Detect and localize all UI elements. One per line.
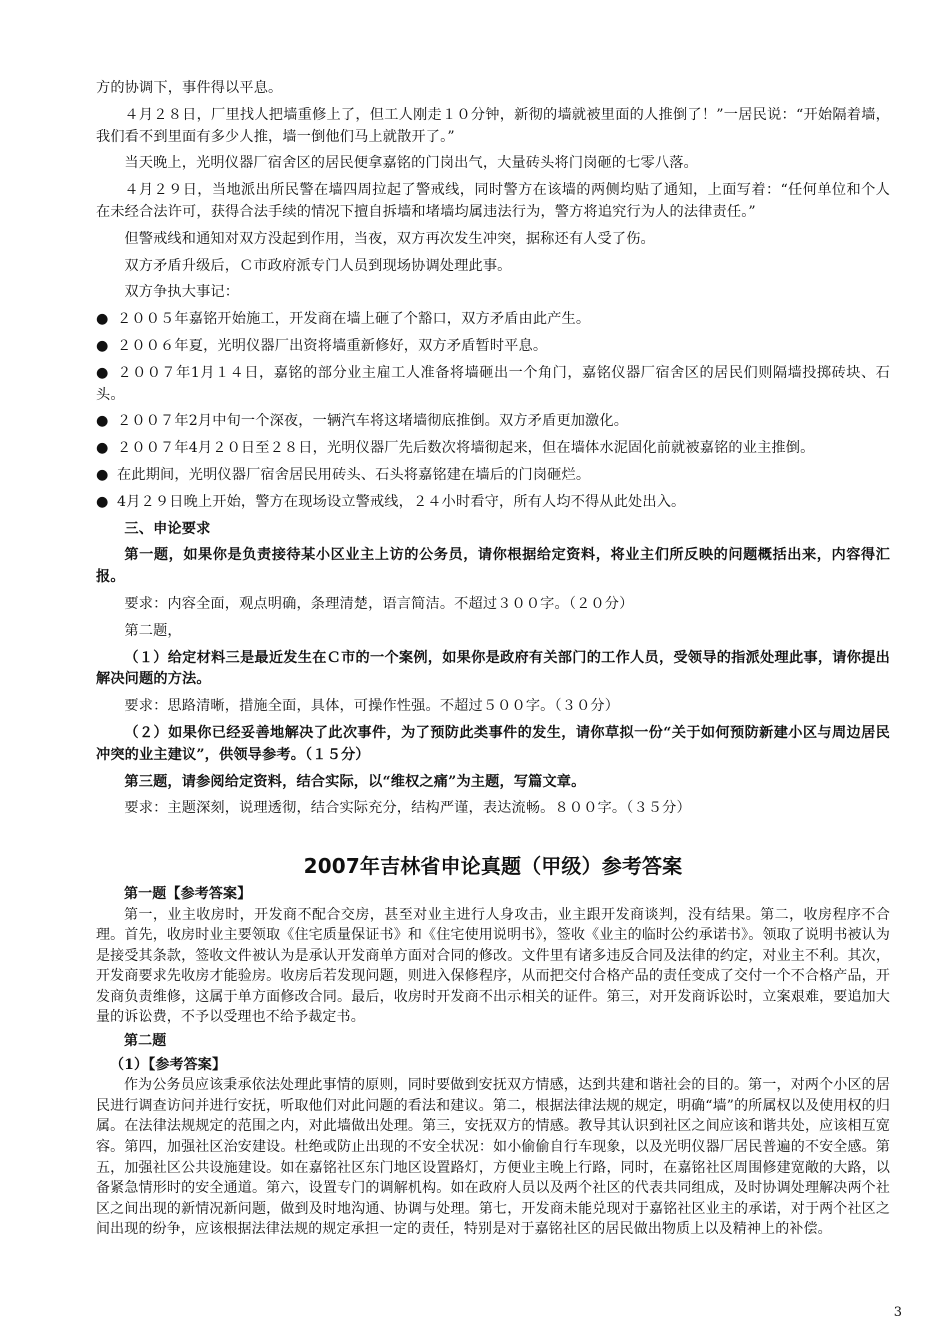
- event-bullet: ● ２００６年夏，光明仪器厂出资将墙重新修好，双方矛盾暂时平息。: [96, 336, 890, 358]
- question-1-requirement: 要求：内容全面，观点明确，条理清楚，语言简洁。不超过３００字。（２０分）: [124, 595, 634, 612]
- paragraph: 双方争执大事记：: [124, 284, 240, 301]
- paragraph: 当天晚上，光明仪器厂宿舍区的居民便拿嘉铭的门岗出气，大量砖头将门岗砸的七零八落。: [124, 155, 698, 172]
- paragraph: ４月２９日，当地派出所民警在墙四周拉起了警戒线，同时警方在该墙的两侧均贴了通知，上面写着：“任何单位和个人在未经合法许可，获得合法手续的情况下擅自拆墙和堵墙均属违法行为，警方将追究行为人的法律责任。”: [96, 182, 890, 220]
- answer-1-heading: 第一题【参考答案】: [124, 885, 252, 902]
- paragraph: 但警戒线和通知对双方没起到作用，当夜，双方再次发生冲突，据称还有人受了伤。: [124, 230, 655, 247]
- document-page: [96, 78, 890, 1240]
- page-number: 3: [893, 1305, 902, 1320]
- question-3: 第三题，请参阅给定资料，结合实际，以“维权之痛”为主题，写篇文章。: [124, 773, 586, 790]
- answer-1-text: 第一，业主收房时，开发商不配合交房，甚至对业主进行人身攻击，业主跟开发商谈判，没有结果。第二，收房程序不合理。首先，收房时业主要领取《住宅质量保证书》和《住宅使用说明书》，签收《业主的临时公约承诺书》。领取了说明书被认为是接受其条款，签收文件被认为是承认开发商单方面对合同的修改。文件里有诸多违反合同及法律的约定，对业主不利。其次，开发商要求先收房才能验房。收房后若发现问题，则进入保修程序，从而把交付合格产品的责任变成了交付一个不合格产品，开发商负责维修，这属于单方面修改合同。最后，收房时开发商不出示相关的证件。第三，对开发商诉讼时，立案艰难，要追加大量的诉讼费，不予以受理也不给予裁定书。: [96, 906, 890, 1026]
- answers-section: [96, 884, 890, 1240]
- event-bullet: ● ２００７年2月中旬一个深夜，一辆汽车将这堵墙彻底推倒。双方矛盾更加激化。: [96, 411, 890, 433]
- question-1: 第一题，如果你是负责接待某小区业主上访的公务员，请你根据给定资料，将业主们所反映的问题概括出来，内容得汇报。: [96, 547, 890, 586]
- answers-title: 2007年吉林省申论真题（甲级）参考答案: [303, 854, 683, 879]
- continuation-line: 方的协调下，事件得以平息。: [96, 80, 283, 96]
- question-2-part-2: （２）如果你已经妥善地解决了此次事件，为了预防此类事件的发生，请你草拟一份“关于如何预防新建小区与周边居民冲突的业主建议”，供领导参考。（１５分）: [96, 724, 890, 763]
- question-2: 第二题，: [124, 622, 182, 639]
- event-bullet: ● 4月２９日晚上开始，警方在现场设立警戒线，２４小时看守，所有人均不得从此处出入。: [96, 492, 890, 514]
- question-2-part-1: （１）给定材料三是最近发生在Ｃ市的一个案例，如果你是政府有关部门的工作人员，受领导的指派处理此事，请你提出解决问题的方法。: [96, 649, 890, 688]
- requirements-heading: 三、申论要求: [124, 520, 211, 537]
- paragraph: 双方矛盾升级后，Ｃ市政府派专门人员到现场协调处理此事。: [124, 257, 512, 274]
- event-bullet: ● ２００５年嘉铭开始施工，开发商在墙上砸了个豁口，双方矛盾由此产生。: [96, 309, 890, 331]
- answer-2-heading: 第二题: [124, 1033, 167, 1050]
- event-bullet: ● ２００７年1月１４日，嘉铭的部分业主雇工人准备将墙砸出一个角门，嘉铭仪器厂宿舍区的居民们则隔墙投掷砖块、石头。: [96, 363, 890, 407]
- paragraph: ４月２８日，厂里找人把墙重修上了，但工人刚走１０分钟，新彻的墙就被里面的人推倒了！”一居民说：“开始隔着墙，我们看不到里面有多少人推，墙一倒他们马上就散开了。”: [96, 106, 890, 145]
- question-2-part-1-requirement: 要求：思路清晰，措施全面，具体，可操作性强。不超过５００字。（３０分）: [124, 698, 620, 715]
- answer-2-1-text: 作为公务员应该秉承依法处理此事情的原则，同时要做到安抚双方情感，达到共建和谐社会的目的。第一，对两个小区的居民进行调查访问并进行安抚，听取他们对此问题的看法和建议。第二，根据法律法规的规定，明确“墙”的所属权以及使用权的归属。在法律法规规定的范围之内，对此墙做出处理。第三，安抚双方的情感。教导其认识到社区之间应该和谐共处，应该相互宽容。第四，加强社区治安建设。杜绝或防止出现的不安全状况：如小偷偷自行车现象，以及光明仪器厂居民普遍的不安全感。第五，加强社区公共设施建设。如在嘉铭社区东门地区设置路灯，方便业主晚上行路，同时，在嘉铭社区周围修建宽敞的大路，以备紧急情形时的安全通道。第六，设置专门的调解机构。如在政府人员以及两个社区的代表共同组成，及时协调处理解决两个社区之间出现的新情况新问题，做到及时地沟通、协调与处理。第七，开发商未能兑现对于嘉铭社区业主的承诺，对于两个社区之间出现的纷争，应该根据法律法规的规定承担一定的责任，特别是对于嘉铭社区的居民做出物质上以及精神上的补偿。: [96, 1077, 890, 1238]
- answer-2-1-heading: （1）【参考答案】: [110, 1056, 227, 1073]
- event-bullet: ● 在此期间，光明仪器厂宿舍居民用砖头、石头将嘉铭建在墙后的门岗砸烂。: [96, 465, 890, 487]
- event-bullet: ● ２００７年4月２０日至２８日，光明仪器厂先后数次将墙彻起来，但在墙体水泥固化前就被嘉铭的业主推倒。: [96, 438, 890, 460]
- question-3-requirement: 要求：主题深刻，说理透彻，结合实际充分，结构严谨，表达流畅。８００字。（３５分）: [124, 800, 691, 817]
